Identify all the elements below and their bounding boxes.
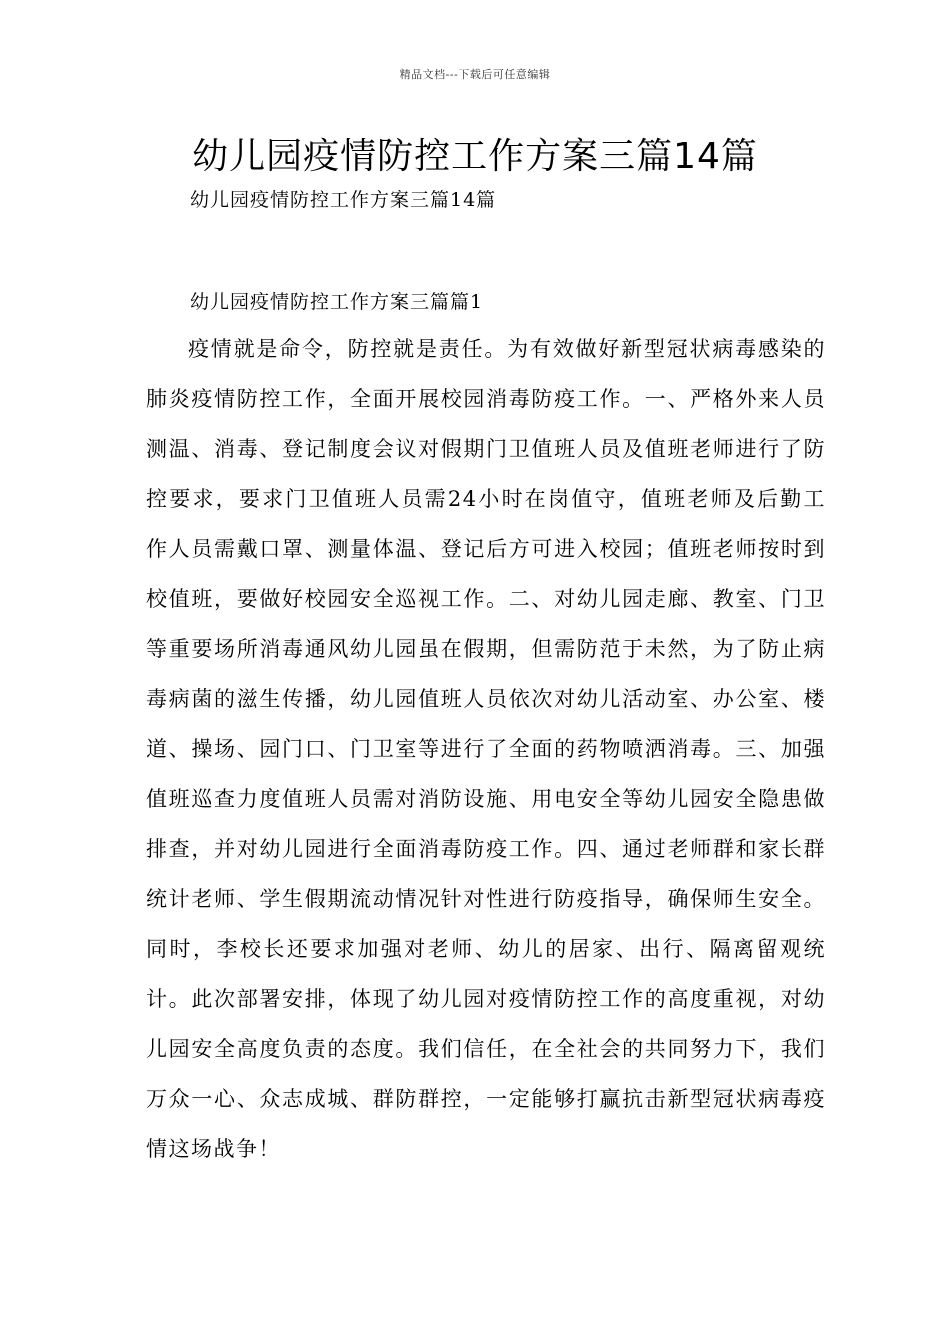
document-title: 幼儿园疫情防控工作方案三篇14篇 [192,136,758,177]
body-paragraph: 疫情就是命令，防控就是责任。为有效做好新型冠状病毒感染的肺炎疫情防控工作，全面开展校园消毒防疫工作。一、严格外来人员测温、消毒、登记制度会议对假期门卫值班人员及值班老师进行了防控要求，要求门卫值班人员需24小时在岗值守，值班老师及后勤工作人员需戴口罩、测量体温、登记后方可进入校园；值班老师按时到校值班，要做好校园安全巡视工作。二、对幼儿园走廊、教室、门卫等重要场所消毒通风幼儿园虽在假期，但需防范于未然，为了防止病毒病菌的滋生传播，幼儿园值班人员依次对幼儿活动室、办公室、楼道、操场、园门口、门卫室等进行了全面的药物喷洒消毒。三、加强值班巡查力度值班人员需对消防设施、用电安全等幼儿园安全隐患做排查，并对幼儿园进行全面消毒防疫工作。四、通过老师群和家长群统计老师、学生假期流动情况针对性进行防疫指导，确保师生安全。同时，李校长还要求加强对老师、幼儿的居家、出行、隔离留观统计。此次部署安排，体现了幼儿园对疫情防控工作的高度重视，对幼儿园安全高度负责的态度。我们信任，在全社会的共同努力下，我们万众一心、众志成城、群防群控，一定能够打赢抗击新型冠状病毒疫情这场战争！ [146,337,826,1161]
document-subtitle: 幼儿园疫情防控工作方案三篇14篇 [190,189,497,211]
section-heading: 幼儿园疫情防控工作方案三篇篇1 [190,291,484,313]
header-note: 精品文档---下载后可任意编辑 [399,68,551,81]
